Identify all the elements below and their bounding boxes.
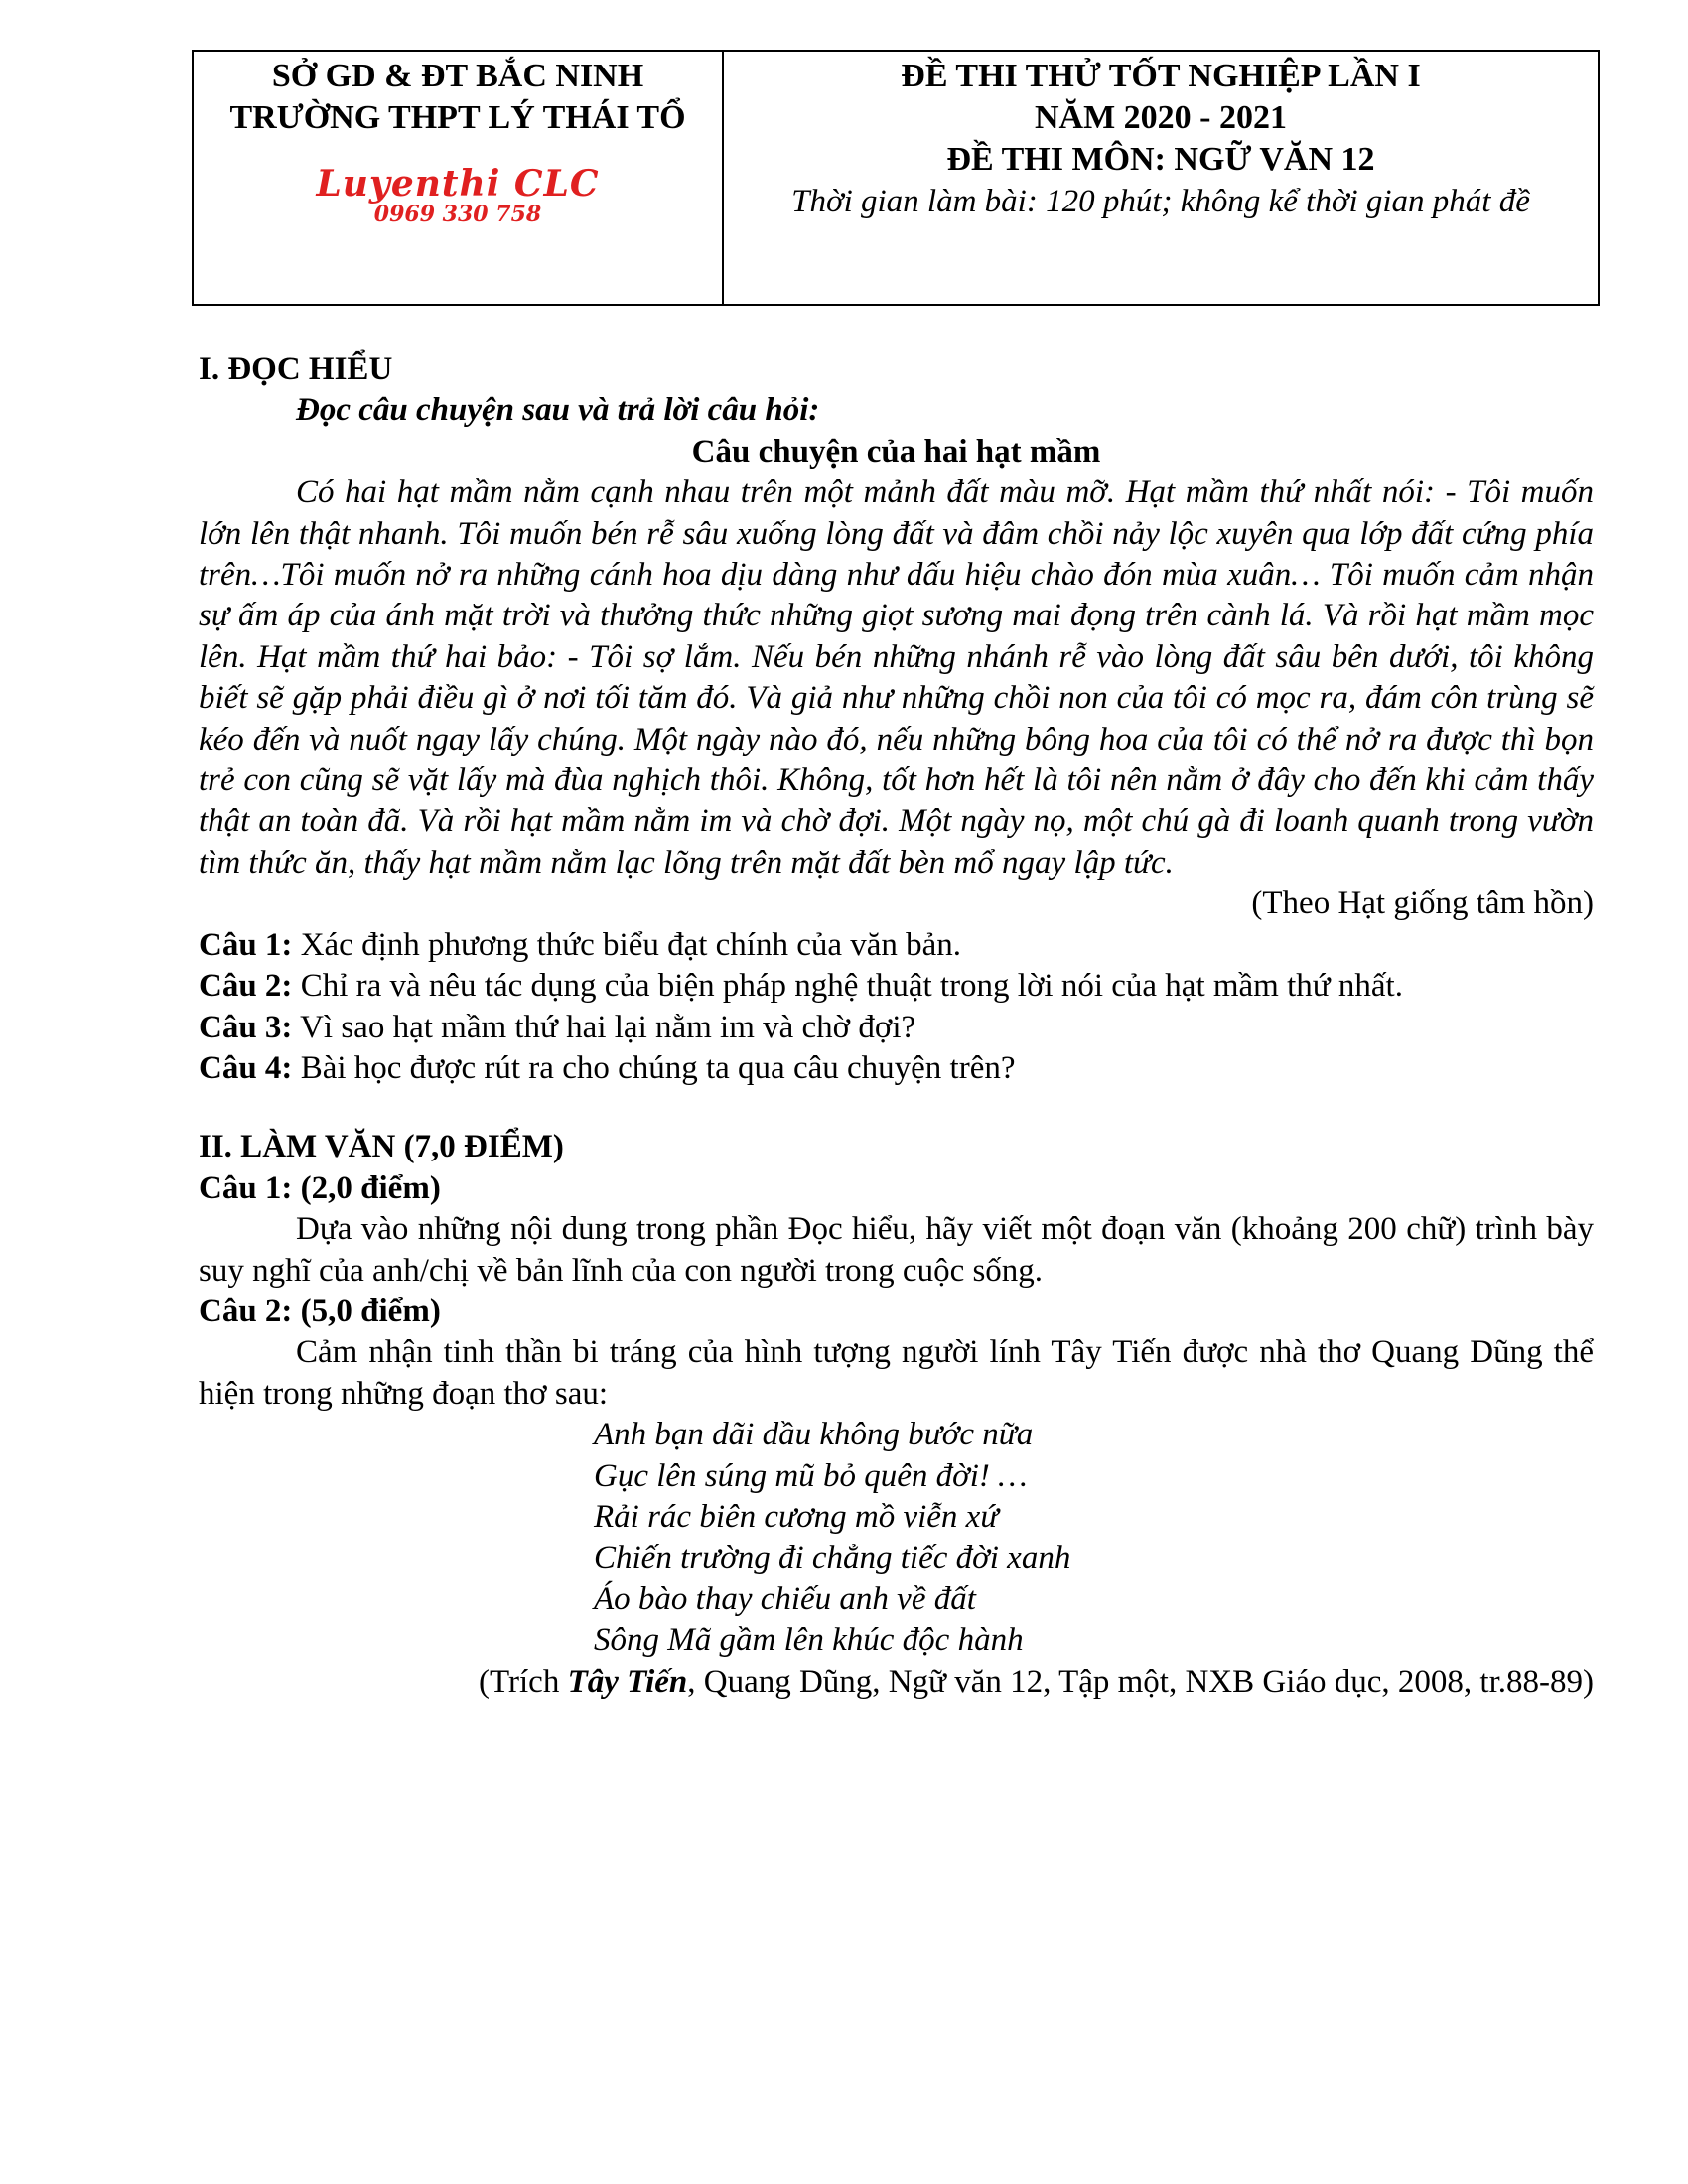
question-item bbox=[199, 966, 1594, 1007]
question-text: Xác định phương thức biểu đạt chính của văn bản. bbox=[292, 926, 962, 963]
poem-line: Anh bạn dãi dầu không bước nữa bbox=[594, 1417, 1034, 1453]
story-title: Câu chuyện của hai hạt mầm bbox=[691, 433, 1101, 470]
poem-line: Rải rác biên cương mồ viễn xứ bbox=[594, 1498, 999, 1535]
header-table bbox=[192, 50, 1600, 306]
citation-suffix: , Quang Dũng, Ngữ văn 12, Tập một, NXB Giáo dục, 2008, tr.88-89) bbox=[687, 1663, 1594, 1700]
poem-line: Áo bào thay chiếu anh về đất bbox=[594, 1580, 976, 1617]
section-heading-reading: I. ĐỌC HIỂU bbox=[199, 351, 393, 387]
writing-question-2-text: Cảm nhận tinh thần bi tráng của hình tượng người lính Tây Tiến được nhà thơ Quang Dũng thể hiện trong những đoạn thơ sau: bbox=[199, 1334, 1594, 1412]
poem-citation bbox=[199, 1662, 1594, 1703]
poem-line: Chiến trường đi chẳng tiếc đời xanh bbox=[594, 1540, 1071, 1576]
writing-question-2-label: Câu 2: (5,0 điểm) bbox=[199, 1293, 441, 1329]
exam-content bbox=[199, 349, 1594, 1703]
poem-line: Sông Mã gầm lên khúc độc hành bbox=[594, 1622, 1024, 1659]
school-year: NĂM 2020 - 2021 bbox=[1034, 99, 1288, 136]
story-text: Có hai hạt mầm nằm cạnh nhau trên một mảnh đất màu mỡ. Hạt mầm thứ nhất nói: - Tôi muốn lớn lên thật nhanh. Tôi muốn bén rễ sâu xuống lòng đất và đâm chồi nảy lộc xuyên qua lớp đất cứng phía trên…Tôi muốn nở ra những cánh hoa dịu dàng như dấu hiệu chào đón mùa xuân… Tôi muốn cảm nhận sự ấm áp của ánh mặt trời và thưởng thức những giọt sương mai đọng trên cành lá. Và rồi hạt mầm mọc lên. Hạt mầm thứ hai bảo: - Tôi sợ lắm. Nếu bén những nhánh rễ vào lòng đất sâu bên dưới, tôi không biết sẽ gặp phải điều gì ở nơi tối tăm đó. Và giả như những chồi non của tôi có mọc ra, đám côn trùng sẽ kéo đến và nuốt ngay lấy chúng. Một ngày nào đó, nếu những bông hoa của tôi có thể nở ra được thì bọn trẻ con cũng sẽ vặt lấy mà đùa nghịch thôi. Không, tốt hơn hết là tôi nên nằm ở đây cho đến khi cảm thấy thật an toàn đã. Và rồi hạt mầm nằm im và chờ đợi. Một ngày nọ, một chú gà đi loanh quanh trong vườn tìm thức ăn, thấy hạt mầm nằm lạc lõng trên mặt đất bèn mổ ngay lập tức. bbox=[199, 475, 1594, 881]
school-name: TRƯỜNG THPT LÝ THÁI TỔ bbox=[229, 99, 686, 136]
logo-phone: 0969 330 758 bbox=[373, 202, 542, 227]
department-name: SỞ GD & ĐT BẮC NINH bbox=[271, 58, 644, 94]
question-label: Câu 3: bbox=[199, 1009, 293, 1045]
subject: ĐỀ THI MÔN: NGỮ VĂN 12 bbox=[946, 141, 1375, 178]
question-item bbox=[199, 1008, 1594, 1048]
question-item bbox=[199, 925, 1594, 966]
citation-title: Tây Tiến bbox=[567, 1663, 688, 1700]
reading-instruction: Đọc câu chuyện sau và trả lời câu hỏi: bbox=[296, 392, 820, 429]
header-right-cell bbox=[724, 52, 1598, 304]
header-left-cell bbox=[194, 52, 724, 304]
story-source: (Theo Hạt giống tâm hồn) bbox=[1251, 886, 1594, 922]
citation-prefix: (Trích bbox=[479, 1663, 568, 1700]
question-text: Chỉ ra và nêu tác dụng của biện pháp nghệ thuật trong lời nói của hạt mầm thứ nhất. bbox=[292, 968, 1403, 1005]
question-text: Vì sao hạt mầm thứ hai lại nằm im và chờ đợi? bbox=[292, 1009, 916, 1045]
time-limit: Thời gian làm bài: 120 phút; không kể thời gian phát đề bbox=[791, 184, 1530, 219]
question-label: Câu 2: bbox=[199, 968, 293, 1005]
poem-excerpt bbox=[199, 1415, 1594, 1661]
watermark-logo bbox=[194, 165, 722, 226]
question-text: Bài học được rút ra cho chúng ta qua câu chuyện trên? bbox=[292, 1049, 1016, 1086]
section-gap bbox=[199, 1089, 1594, 1127]
exam-title: ĐỀ THI THỬ TỐT NGHIỆP LẦN I bbox=[901, 58, 1421, 94]
writing-question-1-text: Dựa vào những nội dung trong phần Đọc hiểu, hãy viết một đoạn văn (khoảng 200 chữ) trình bày suy nghĩ của anh/chị về bản lĩnh của con người trong cuộc sống. bbox=[199, 1211, 1594, 1289]
question-label: Câu 1: bbox=[199, 926, 293, 963]
poem-line: Gục lên súng mũ bỏ quên đời! … bbox=[594, 1457, 1028, 1494]
question-label: Câu 4: bbox=[199, 1049, 293, 1086]
logo-name: Luyenthi CLC bbox=[316, 163, 600, 205]
writing-question-1-label: Câu 1: (2,0 điểm) bbox=[199, 1169, 441, 1206]
question-item bbox=[199, 1048, 1594, 1089]
section-heading-writing: II. LÀM VĂN (7,0 ĐIỂM) bbox=[199, 1129, 564, 1165]
